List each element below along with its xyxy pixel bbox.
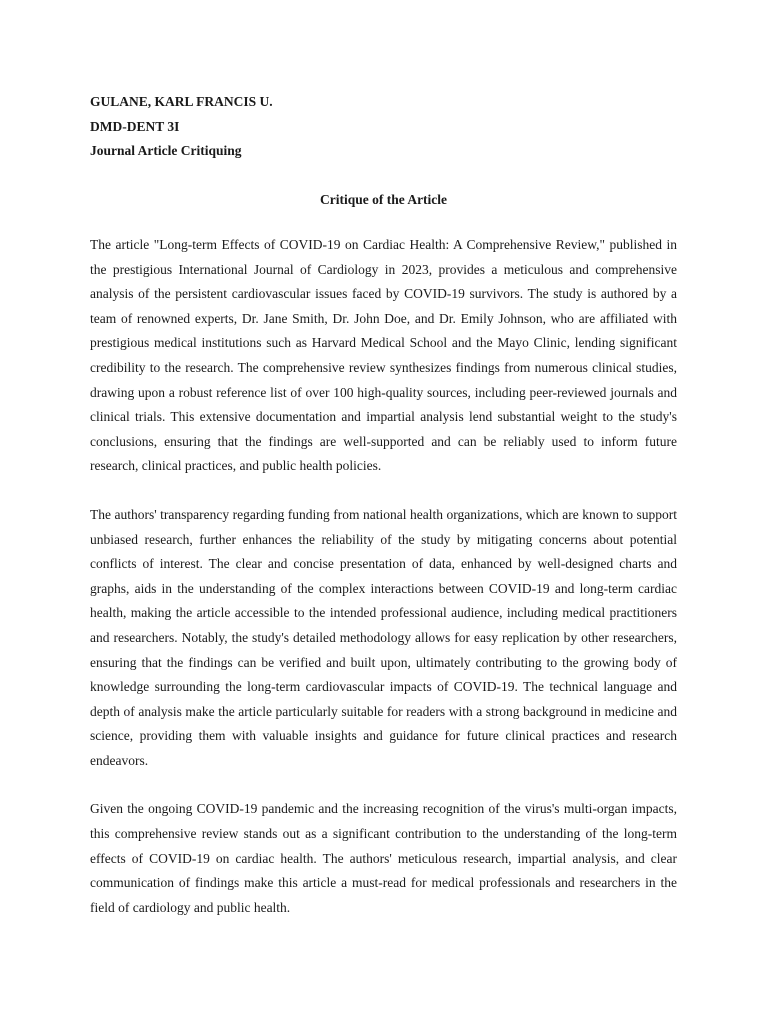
- assignment-title: Journal Article Critiquing: [90, 143, 242, 158]
- paragraph-1: The article "Long-term Effects of COVID-19 on Cardiac Health: A Comprehensive Review," published in the prestigious International Journal of Cardiology in 2023, provides a meticulous and comprehensive analysis of the persistent cardiovascular issues faced by COVID-19 survivors. The study is authored by a team of renowned experts, Dr. Jane Smith, Dr. John Doe, and Dr. Emily Johnson, who are affiliated with prestigious medical institutions such as Harvard Medical School and the Mayo Clinic, lending significant credibility to the research. The comprehensive review synthesizes findings from numerous clinical studies, drawing upon a robust reference list of over 100 high-quality sources, including peer-reviewed journals and clinical trials. This extensive documentation and impartial analysis lend substantial weight to the study's conclusions, ensuring that the findings are well-supported and can be reliably used to inform future research, clinical practices, and public health policies.: [90, 237, 677, 474]
- course-section: DMD-DENT 3I: [90, 118, 180, 134]
- paragraph-2: The authors' transparency regarding funding from national health organizations, which are known to support unbiased research, further enhances the reliability of the study by mitigating concerns about potential conflicts of interest. The clear and concise presentation of data, enhanced by well-designed charts and graphs, aids in the understanding of the complex interactions between COVID-19 and long-term cardiac health, making the article accessible to the intended professional audience, including medical practitioners and researchers. Notably, the study's detailed methodology allows for easy replication by other researchers, ensuring that the findings can be verified and built upon, ultimately contributing to the growing body of knowledge surrounding the long-term cardiovascular impacts of COVID-19. The technical language and depth of analysis make the article particularly suitable for readers with a strong background in medicine and science, providing them with valuable insights and guidance for future clinical practices and research endeavors.: [90, 506, 677, 768]
- document-body: [90, 90, 677, 920]
- paragraph-3: Given the ongoing COVID-19 pandemic and the increasing recognition of the virus's multi-organ impacts, this comprehensive review stands out as a significant contribution to the understanding of the long-term effects of COVID-19 on cardiac health. The authors' meticulous research, impartial analysis, and clear communication of findings make this article a must-read for medical professionals and researchers in the field of cardiology and public health.: [90, 801, 677, 915]
- document-title: Critique of the Article: [319, 191, 448, 207]
- student-name: GULANE, KARL FRANCIS U.: [90, 94, 273, 109]
